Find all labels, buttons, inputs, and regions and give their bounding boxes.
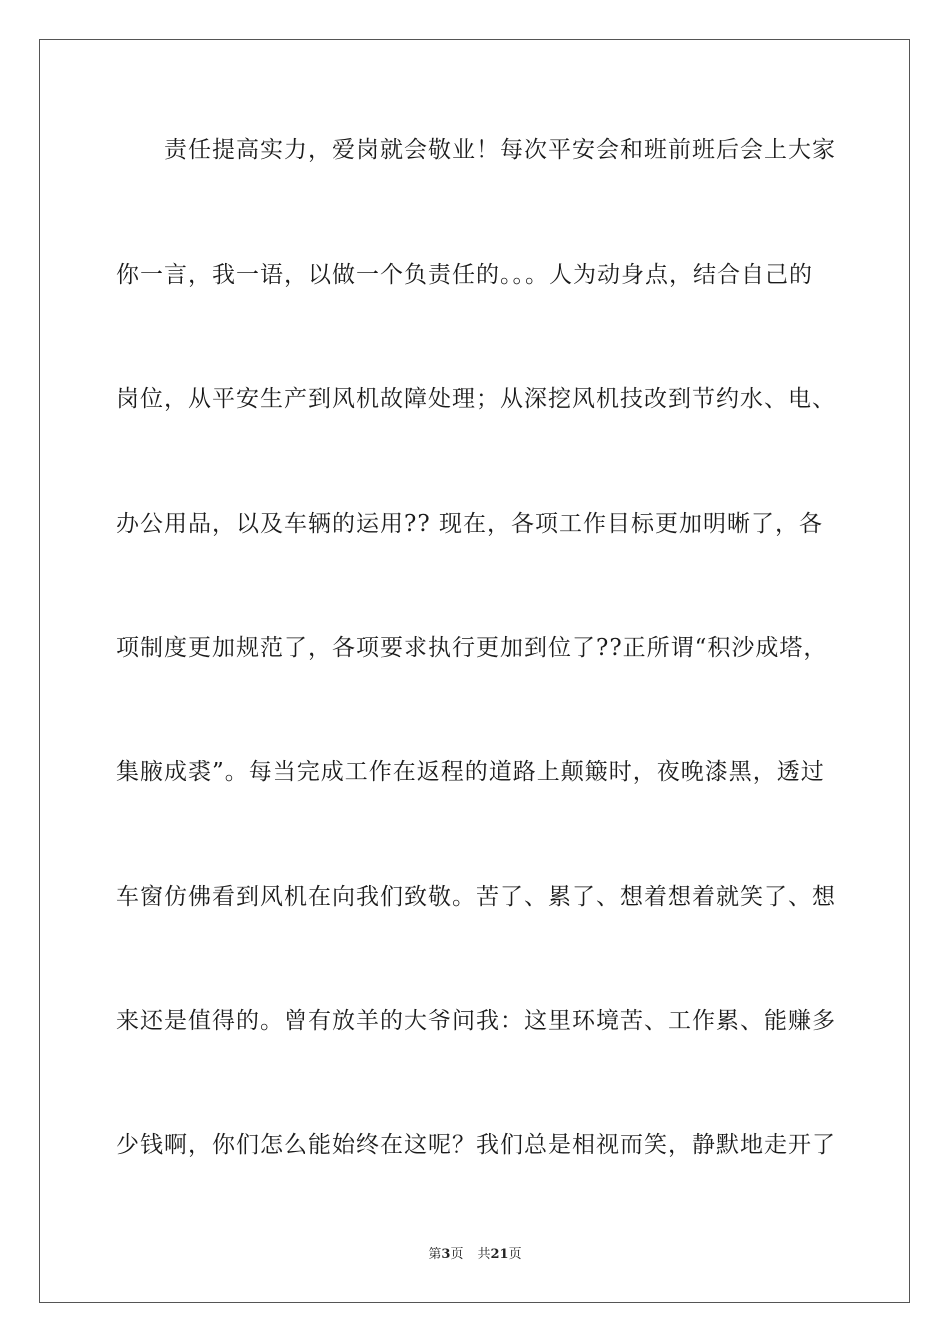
text-line: 车窗仿佛看到风机在向我们致敬。苦了、累了、想着想着就笑了、想 xyxy=(116,884,836,910)
text-line: 集腋成裘”。每当完成工作在返程的道路上颠簸时，夜晚漆黑，透过 xyxy=(116,759,825,785)
text-line: 少钱啊，你们怎么能始终在这呢？我们总是相视而笑，静默地走开了 xyxy=(116,1132,836,1158)
text-line: 办公用品，以及车辆的运用?? 现在，各项工作目标更加明晰了，各 xyxy=(116,511,823,537)
text-line: 你一言，我一语，以做一个负责任的。。。人为动身点，结合自己的 xyxy=(116,262,813,288)
text-line: 岗位，从平安生产到风机故障处理；从深挖风机技改到节约水、电、 xyxy=(116,386,836,412)
text-line: 项制度更加规范了，各项要求执行更加到位了??正所谓“积沙成塔， xyxy=(116,635,828,661)
text-line: 责任提高实力，爱岗就会敬业！每次平安会和班前班后会上大家 xyxy=(116,137,836,163)
page-border xyxy=(39,39,910,1303)
page-prefix: 第 xyxy=(428,1247,442,1262)
total-page-number: 21 xyxy=(490,1247,509,1262)
total-prefix: 共 xyxy=(477,1247,491,1262)
page-footer xyxy=(0,1246,950,1264)
current-page-number: 3 xyxy=(441,1247,451,1262)
page-unit: 页 xyxy=(450,1247,464,1262)
total-unit: 页 xyxy=(508,1247,522,1262)
text-line: 来还是值得的。曾有放羊的大爷问我：这里环境苦、工作累、能赚多 xyxy=(116,1008,836,1034)
